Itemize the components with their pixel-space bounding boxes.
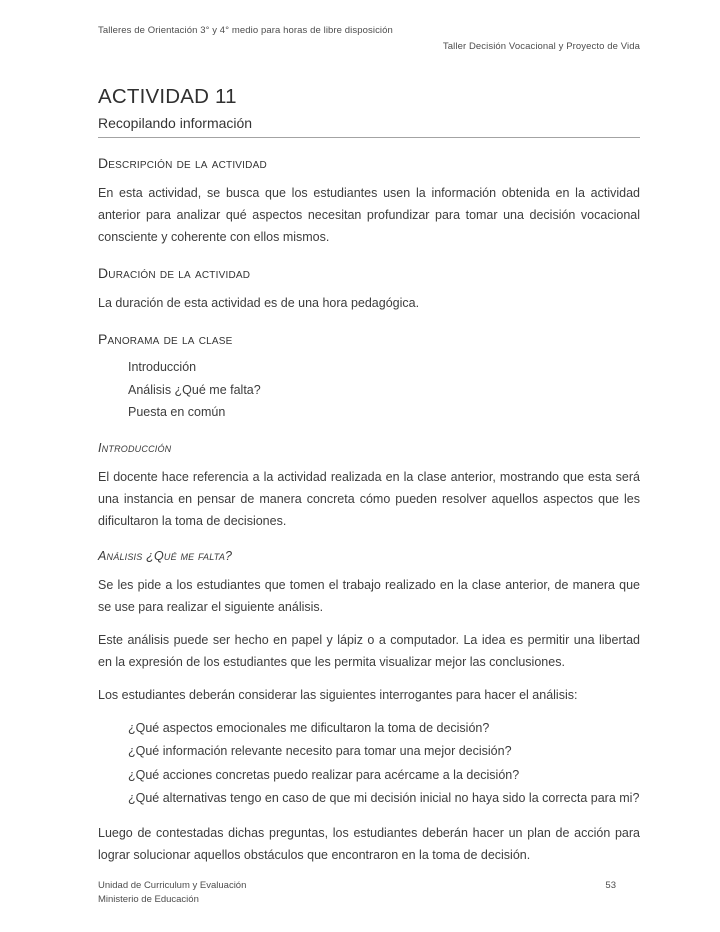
page-footer — [98, 879, 640, 906]
footer-line-2: Ministerio de Educación — [98, 893, 199, 905]
paragraph-duracion: La duración de esta actividad es de una hora pedagógica. — [98, 296, 420, 310]
page-number: 53 — [605, 880, 616, 891]
paragraph-closing: Luego de contestadas dichas preguntas, los estudiantes deberán hacer un plan de acción para lograr solucionar aquellos obstáculos que encontraron en la toma de decisión. — [98, 825, 640, 862]
page-title: ACTIVIDAD 11 — [98, 85, 237, 108]
paragraph-analisis-3: Los estudiantes deberán considerar las siguientes interrogantes para hacer el análisis: — [98, 687, 578, 702]
panorama-list — [98, 356, 640, 424]
title-divider — [98, 137, 640, 138]
sub-heading-introduccion: Introducción — [98, 440, 172, 455]
running-header-left: Talleres de Orientación 3° y 4° medio para horas de libre disposición — [98, 25, 393, 36]
paragraph-analisis-2: Este análisis puede ser hecho en papel y lápiz o a computador. La idea es permitir una libertad en la expresión de los estudiantes que les permita visualizar mejor las conclusiones. — [98, 632, 640, 669]
section-heading-duracion: Duración de la actividad — [98, 265, 251, 281]
section-heading-panorama: Panorama de la clase — [98, 331, 233, 347]
page-subtitle: Recopilando información — [98, 115, 253, 131]
question-item: ¿Qué alternativas tengo en caso de que mi decisión inicial no haya sido la correcta para mi? — [128, 791, 640, 805]
paragraph-introduccion: El docente hace referencia a la actividad realizada en la clase anterior, mostrando que esta será una instancia en pensar de manera concreta cómo pueden resolver aquellos aspectos que les dificultaron la toma de decisiones. — [98, 469, 640, 528]
sub-heading-analisis: Análisis ¿Qué me falta? — [98, 548, 233, 563]
list-item: Introducción — [128, 360, 197, 374]
question-list — [98, 717, 640, 811]
question-item: ¿Qué información relevante necesito para tomar una mejor decisión? — [128, 744, 512, 758]
running-header-right: Taller Decisión Vocacional y Proyecto de Vida — [442, 41, 640, 52]
footer-line-1: Unidad de Curriculum y Evaluación — [98, 880, 247, 891]
section-heading-descripcion: Descripción de la actividad — [98, 155, 267, 171]
question-item: ¿Qué aspectos emocionales me dificultaron la toma de decisión? — [128, 720, 490, 735]
paragraph-descripcion: En esta actividad, se busca que los estudiantes usen la información obtenida en la actividad anterior para analizar qué aspectos necesitan profundizar para tomar una decisión vocacional consciente y coherente con ellos mismos. — [98, 186, 640, 244]
list-item: Puesta en común — [128, 405, 226, 419]
question-item: ¿Qué acciones concretas puedo realizar para acércame a la decisión? — [128, 767, 520, 782]
list-item: Análisis ¿Qué me falta? — [128, 382, 261, 397]
footer-institution — [98, 879, 246, 906]
paragraph-analisis-1: Se les pide a los estudiantes que tomen el trabajo realizado en la clase anterior, de manera que se use para realizar el siguiente análisis. — [98, 577, 640, 614]
